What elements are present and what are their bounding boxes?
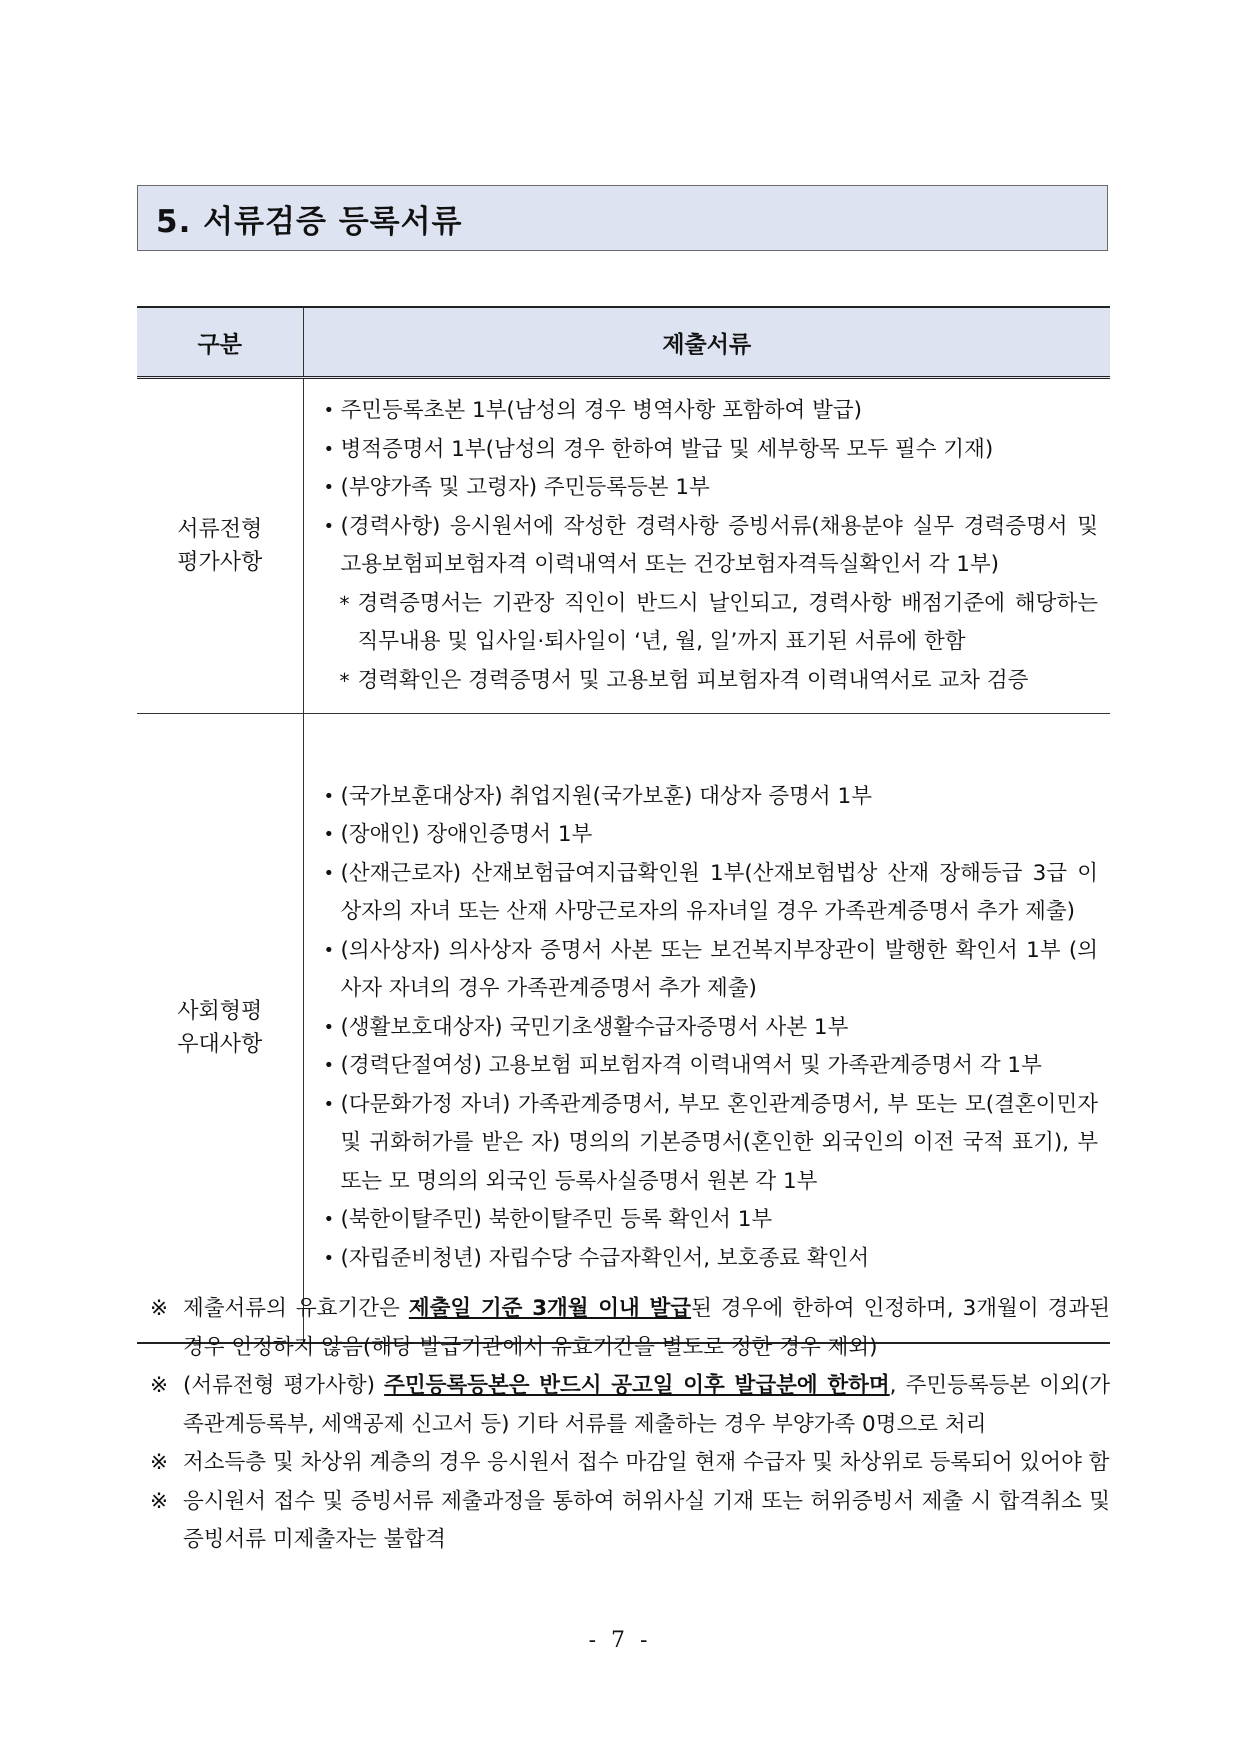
category-cell	[137, 714, 303, 1344]
note-mark: ※	[150, 1373, 169, 1398]
note-text: 저소득층 및 차상위 계층의 경우 응시원서 접수 마감일 현재 수급자 및 차상위로 등록되어 있어야 함	[183, 1450, 1110, 1475]
list-item: • (다문화가정 자녀) 가족관계증명서, 부모 혼인관계증명서, 부 또는 모(결혼이민자 및 귀화허가를 받은 자) 명의의 기본증명서(혼인한 외국인의 이전 국적 표기), 부 또는 모 명의의 외국인 등록사실증명서 원본 각 1부	[324, 1086, 1099, 1202]
list-item: • (산재근로자) 산재보험급여지급확인원 1부(산재보험법상 산재 장해등급 3급 이상자의 자녀 또는 산재 사망근로자의 유자녀일 경우 가족관계증명서 추가 제출)	[324, 855, 1099, 932]
category-label: 우대사항	[177, 1032, 263, 1057]
category-label: 평가사항	[177, 550, 263, 575]
note-text: 응시원서 접수 및 증빙서류 제출과정을 통하여 허위사실 기재 또는 허위증빙서 제출 시 합격취소 및 증빙서류 미제출자는 불합격	[183, 1488, 1110, 1552]
note-text: , 주민등록등본 이외(가족관계등록부, 세액공제 신고서 등) 기타 서류를 제출하는 경우 부양가족 0명으로 처리	[183, 1373, 1110, 1437]
note-low-income	[150, 1444, 1110, 1483]
list-item: • (경력사항) 응시원서에 작성한 경력사항 증빙서류(채용분야 실무 경력증명서 및 고용보험피보험자격 이력내역서 또는 건강보험자격득실확인서 각 1부)	[324, 508, 1099, 585]
note-validity	[150, 1290, 1110, 1367]
list-item: • (국가보훈대상자) 취업지원(국가보훈) 대상자 증명서 1부	[324, 778, 1099, 817]
category-label: 사회형평	[177, 999, 263, 1024]
category-cell	[137, 378, 303, 714]
note-emphasis: 주민등록등본은 반드시 공고일 이후 발급분에 한하며	[384, 1373, 890, 1398]
list-item: • 주민등록초본 1부(남성의 경우 병역사항 포함하여 발급)	[324, 392, 1099, 431]
note-text: 된 경우에 한하여 인정하며, 3개월이 경과된 경우 인정하지 않음(해당 발급기관에서 유효기간을 별도로 정한 경우 제외)	[183, 1296, 1110, 1360]
list-item: • (북한이탈주민) 북한이탈주민 등록 확인서 1부	[324, 1201, 1099, 1240]
list-item: • (장애인) 장애인증명서 1부	[324, 816, 1099, 855]
documents-cell	[303, 378, 1110, 714]
note-text: (서류전형 평가사항)	[183, 1373, 385, 1398]
table-header-row	[137, 307, 1110, 378]
list-item: • (경력단절여성) 고용보험 피보험자격 이력내역서 및 가족관계증명서 각 1부	[324, 1047, 1099, 1086]
list-item: • (자립준비청년) 자립수당 수급자확인서, 보호종료 확인서	[324, 1240, 1099, 1279]
page-number: - 7 -	[588, 1628, 652, 1653]
header-category: 구분	[137, 307, 303, 378]
category-label: 서류전형	[177, 517, 263, 542]
list-item: • (부양가족 및 고령자) 주민등록등본 1부	[324, 469, 1099, 508]
note-mark: ※	[150, 1296, 169, 1321]
documents-table	[137, 306, 1110, 1344]
list-item: • (의사상자) 의사상자 증명서 사본 또는 보건복지부장관이 발행한 확인서 1부 (의사자 자녀의 경우 가족관계증명서 추가 제출)	[324, 932, 1099, 1009]
note-false-statement	[150, 1483, 1110, 1560]
note-emphasis: 제출일 기준 3개월 이내 발급	[408, 1296, 692, 1321]
header-documents: 제출서류	[303, 307, 1110, 378]
note-text: 제출서류의 유효기간은	[183, 1296, 409, 1321]
sub-note: * 경력증명서는 기관장 직인이 반드시 날인되고, 경력사항 배점기준에 해당하는 직무내용 및 입사일·퇴사일이 ‘년, 월, 일’까지 표기된 서류에 한함	[324, 585, 1099, 662]
note-mark: ※	[150, 1450, 169, 1475]
list-item: • 병적증명서 1부(남성의 경우 한하여 발급 및 세부항목 모두 필수 기재)	[324, 431, 1099, 470]
table-row	[137, 378, 1110, 714]
sub-note: * 경력확인은 경력증명서 및 고용보험 피보험자격 이력내역서로 교차 검증	[324, 662, 1099, 701]
notes	[150, 1290, 1110, 1560]
table-row	[137, 714, 1110, 1344]
list-item: • (생활보호대상자) 국민기초생활수급자증명서 사본 1부	[324, 1009, 1099, 1048]
documents-cell	[303, 714, 1110, 1344]
note-mark: ※	[150, 1488, 169, 1514]
section-title: 5. 서류검증 등록서류	[137, 185, 1108, 251]
note-resident-register	[150, 1367, 1110, 1444]
